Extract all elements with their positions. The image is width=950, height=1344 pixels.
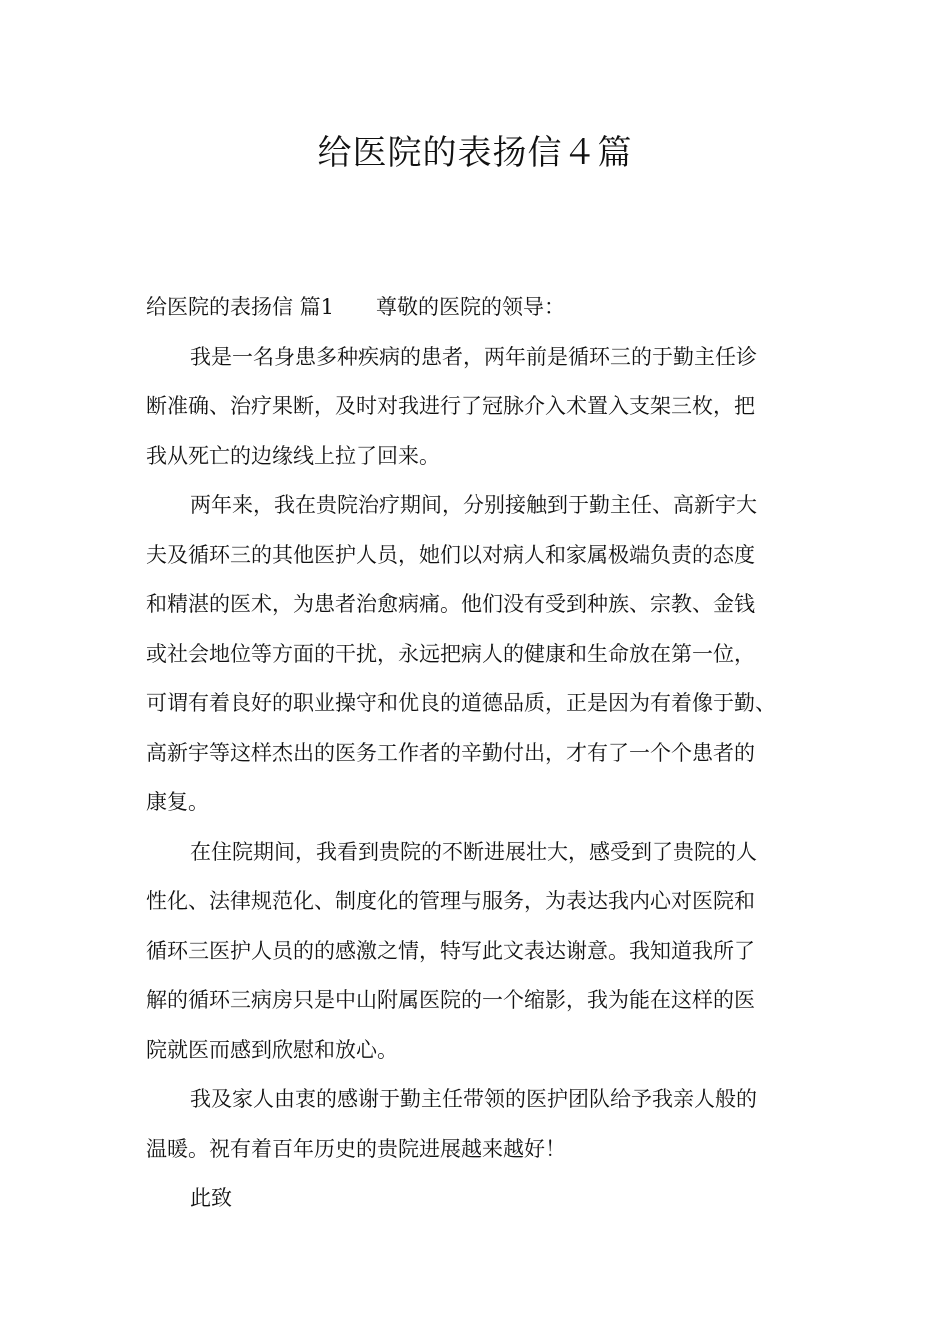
- paragraph-line: 院就医而感到欣慰和放心。: [146, 1037, 398, 1062]
- paragraph-line: 在住院期间，我看到贵院的不断进展壮大，感受到了贵院的人: [190, 839, 757, 864]
- paragraph-line: 两年来，我在贵院治疗期间，分别接触到于勤主任、高新宇大: [190, 493, 757, 517]
- paragraph-line: 断准确、治疗果断，及时对我进行了冠脉介入术置入支架三枚，把: [146, 394, 755, 418]
- paragraph-line: 康复。: [146, 790, 209, 814]
- paragraph-line: 性化、法律规范化、制度化的管理与服务，为表达我内心对医院和: [146, 889, 755, 913]
- paragraph-line: 解的循环三病房只是中山附属医院的一个缩影，我为能在这样的医: [146, 988, 755, 1012]
- salutation: 尊敬的医院的领导：: [376, 295, 566, 319]
- paragraph-line: 和精湛的医术，为患者治愈病痛。他们没有受到种族、宗教、金钱: [146, 592, 755, 616]
- closing-line: 此致: [190, 1186, 232, 1210]
- paragraph-line: 我及家人由衷的感谢于勤主任带领的医护团队给予我亲人般的: [190, 1087, 757, 1111]
- paragraph-line: 夫及循环三的其他医护人员，她们以对病人和家属极端负责的态度: [146, 542, 755, 567]
- paragraph-line: 高新宇等这样杰出的医务工作者的辛勤付出，才有了一个个患者的: [146, 740, 755, 765]
- paragraph-line: 循环三医护人员的的感激之情，特写此文表达谢意。我知道我所了: [146, 938, 755, 963]
- document-title: 给医院的表扬信４篇: [317, 133, 633, 173]
- paragraph-line: 我从死亡的边缘线上拉了回来。: [146, 443, 440, 468]
- paragraph-line: 温暖。祝有着百年历史的贵院进展越来越好！: [146, 1136, 566, 1161]
- paragraph-line: 可谓有着良好的职业操守和优良的道德品质，正是因为有着像于勤、: [146, 691, 776, 715]
- letter-label: 给医院的表扬信 篇1: [146, 295, 335, 319]
- paragraph-line: 或社会地位等方面的干扰，永远把病人的健康和生命放在第一位，: [146, 641, 755, 666]
- paragraph-line: 我是一名身患多种疾病的患者，两年前是循环三的于勤主任诊: [190, 344, 757, 369]
- document-body: [146, 283, 830, 1224]
- letter-heading-line: [146, 283, 830, 333]
